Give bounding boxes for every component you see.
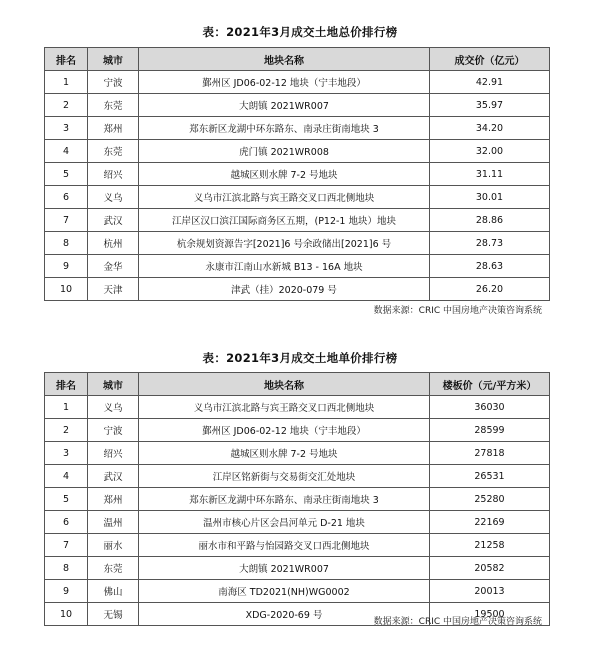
land-cell: 鄞州区 JD06-02-12 地块（宁丰地段） <box>139 71 430 94</box>
city-cell: 武汉 <box>88 465 139 488</box>
table-row <box>45 232 550 255</box>
land-cell: 义乌市江滨北路与宾王路交叉口西北侧地块 <box>139 396 430 419</box>
land-cell: 杭余规划资源告字[2021]6 号余政储出[2021]6 号 <box>139 232 430 255</box>
rank-cell: 4 <box>45 465 88 488</box>
value-cell: 28.73 <box>430 232 550 255</box>
rank-cell: 9 <box>45 580 88 603</box>
value-cell: 28599 <box>430 419 550 442</box>
value-cell: 21258 <box>430 534 550 557</box>
value-cell: 28.86 <box>430 209 550 232</box>
table-row <box>45 488 550 511</box>
value-cell: 28.63 <box>430 255 550 278</box>
rank-cell: 9 <box>45 255 88 278</box>
total-price-ranking-title: 表：2021年3月成交土地总价排行榜 <box>202 25 398 39</box>
rank-cell: 10 <box>45 603 88 626</box>
table-row <box>45 557 550 580</box>
land-cell: 津武（挂）2020-079 号 <box>139 278 430 301</box>
land-cell: 虎门镇 2021WR008 <box>139 140 430 163</box>
table-row <box>45 278 550 301</box>
data-source-note: 数据来源：CRIC 中国房地产决策咨询系统 <box>373 617 542 627</box>
data-source-note: 数据来源：CRIC 中国房地产决策咨询系统 <box>373 306 542 316</box>
header-city: 城市 <box>88 48 139 71</box>
city-cell: 武汉 <box>88 209 139 232</box>
land-cell: XDG-2020-69 号 <box>139 603 430 626</box>
land-cell: 丽水市和平路与怡园路交叉口西北侧地块 <box>139 534 430 557</box>
value-cell: 25280 <box>430 488 550 511</box>
value-cell: 35.97 <box>430 94 550 117</box>
city-cell: 金华 <box>88 255 139 278</box>
table-row <box>45 209 550 232</box>
table-row <box>45 163 550 186</box>
city-cell: 东莞 <box>88 557 139 580</box>
rank-cell: 3 <box>45 117 88 140</box>
city-cell: 天津 <box>88 278 139 301</box>
city-cell: 绍兴 <box>88 163 139 186</box>
land-cell: 大朗镇 2021WR007 <box>139 94 430 117</box>
value-cell: 27818 <box>430 442 550 465</box>
land-cell: 义乌市江滨北路与宾王路交叉口西北侧地块 <box>139 186 430 209</box>
table-row <box>45 396 550 419</box>
rank-cell: 6 <box>45 186 88 209</box>
city-cell: 温州 <box>88 511 139 534</box>
land-cell: 郑东新区龙湖中环东路东、南录庄街南地块 3 <box>139 488 430 511</box>
city-cell: 丽水 <box>88 534 139 557</box>
header-floor-price: 楼板价（元/平方米） <box>430 373 550 396</box>
city-cell: 东莞 <box>88 140 139 163</box>
table-row <box>45 117 550 140</box>
city-cell: 宁波 <box>88 71 139 94</box>
rank-cell: 7 <box>45 534 88 557</box>
value-cell: 31.11 <box>430 163 550 186</box>
value-cell: 34.20 <box>430 117 550 140</box>
city-cell: 义乌 <box>88 396 139 419</box>
header-city: 城市 <box>88 373 139 396</box>
rank-cell: 5 <box>45 163 88 186</box>
unit-price-ranking-title: 表：2021年3月成交土地单价排行榜 <box>202 351 398 365</box>
city-cell: 宁波 <box>88 419 139 442</box>
city-cell: 佛山 <box>88 580 139 603</box>
value-cell: 20582 <box>430 557 550 580</box>
table-header-row <box>45 373 550 396</box>
city-cell: 义乌 <box>88 186 139 209</box>
value-cell: 32.00 <box>430 140 550 163</box>
land-cell: 鄞州区 JD06-02-12 地块（宁丰地段） <box>139 419 430 442</box>
table-row <box>45 511 550 534</box>
total-price-ranking-table <box>44 47 550 301</box>
rank-cell: 1 <box>45 396 88 419</box>
value-cell: 22169 <box>430 511 550 534</box>
value-cell: 42.91 <box>430 71 550 94</box>
rank-cell: 5 <box>45 488 88 511</box>
land-cell: 江岸区铭新街与交易街交汇处地块 <box>139 465 430 488</box>
land-cell: 郑东新区龙湖中环东路东、南录庄街南地块 3 <box>139 117 430 140</box>
rank-cell: 8 <box>45 232 88 255</box>
table-row <box>45 255 550 278</box>
table-row <box>45 534 550 557</box>
header-rank: 排名 <box>45 48 88 71</box>
city-cell: 郑州 <box>88 117 139 140</box>
value-cell: 20013 <box>430 580 550 603</box>
rank-cell: 2 <box>45 94 88 117</box>
value-cell: 36030 <box>430 396 550 419</box>
rank-cell: 7 <box>45 209 88 232</box>
table-row <box>45 419 550 442</box>
land-cell: 永康市江南山水新城 B13 - 16A 地块 <box>139 255 430 278</box>
header-rank: 排名 <box>45 373 88 396</box>
value-cell: 30.01 <box>430 186 550 209</box>
table-row <box>45 140 550 163</box>
value-cell: 26531 <box>430 465 550 488</box>
table-row <box>45 465 550 488</box>
table-row <box>45 186 550 209</box>
land-cell: 温州市核心片区会昌河单元 D-21 地块 <box>139 511 430 534</box>
land-cell: 大朗镇 2021WR007 <box>139 557 430 580</box>
unit-price-ranking-table <box>44 372 550 626</box>
header-land-name: 地块名称 <box>139 48 430 71</box>
value-cell: 19500 <box>430 603 550 626</box>
city-cell: 无锡 <box>88 603 139 626</box>
city-cell: 东莞 <box>88 94 139 117</box>
table-row <box>45 580 550 603</box>
city-cell: 绍兴 <box>88 442 139 465</box>
table-row <box>45 442 550 465</box>
land-cell: 南海区 TD2021(NH)WG0002 <box>139 580 430 603</box>
table-header-row <box>45 48 550 71</box>
land-cell: 越城区则水牌 7-2 号地块 <box>139 163 430 186</box>
rank-cell: 2 <box>45 419 88 442</box>
city-cell: 杭州 <box>88 232 139 255</box>
header-land-name: 地块名称 <box>139 373 430 396</box>
land-cell: 江岸区汉口滨江国际商务区五期，(P12-1 地块）地块 <box>139 209 430 232</box>
rank-cell: 4 <box>45 140 88 163</box>
value-cell: 26.20 <box>430 278 550 301</box>
city-cell: 郑州 <box>88 488 139 511</box>
rank-cell: 3 <box>45 442 88 465</box>
land-cell: 越城区则水牌 7-2 号地块 <box>139 442 430 465</box>
rank-cell: 10 <box>45 278 88 301</box>
header-deal-price: 成交价（亿元） <box>430 48 550 71</box>
rank-cell: 1 <box>45 71 88 94</box>
table-row <box>45 94 550 117</box>
rank-cell: 8 <box>45 557 88 580</box>
rank-cell: 6 <box>45 511 88 534</box>
table-row <box>45 71 550 94</box>
